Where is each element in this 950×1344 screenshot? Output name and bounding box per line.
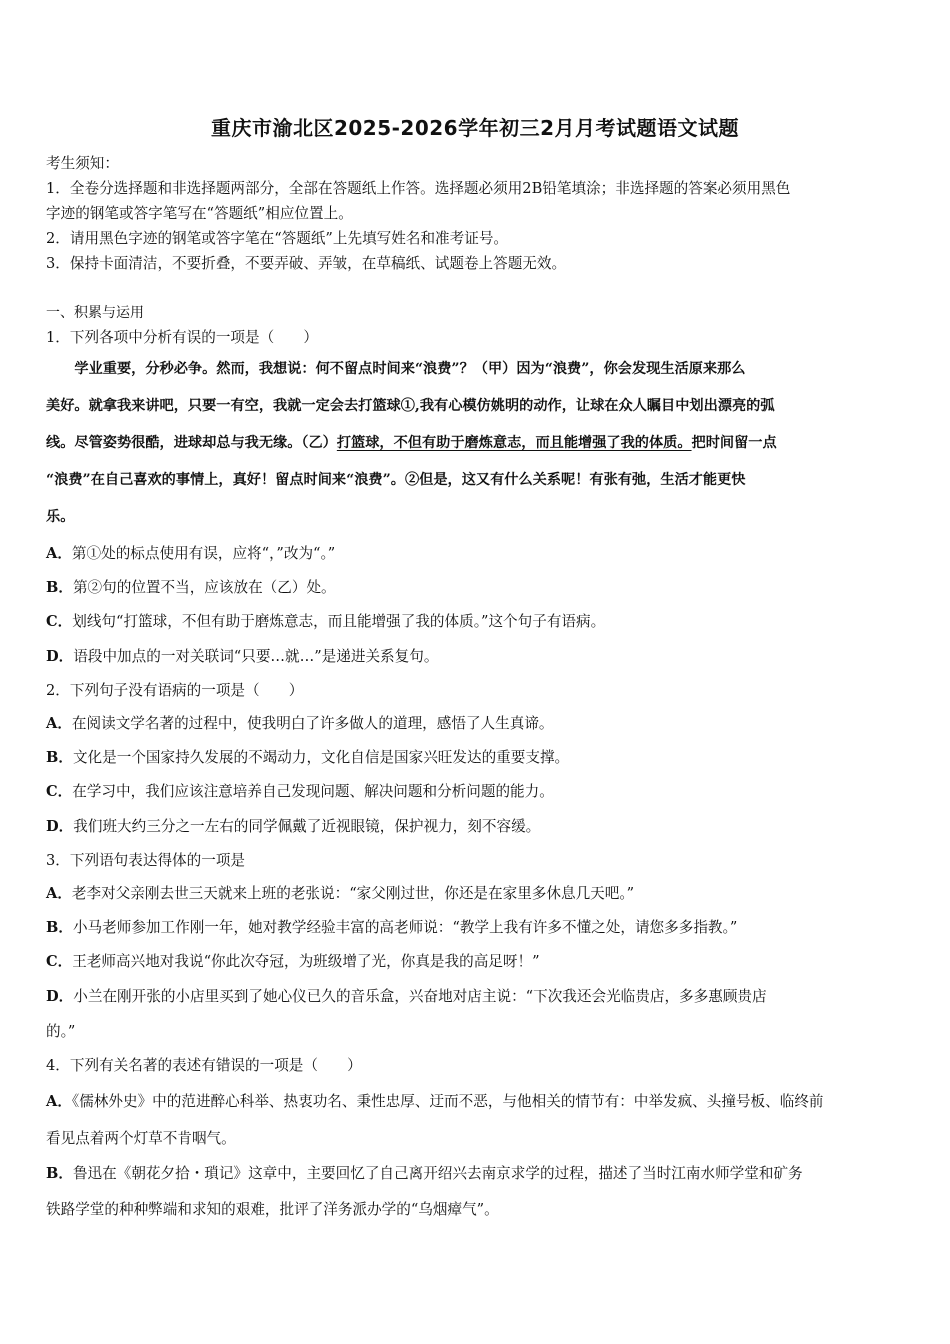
option-text: 划线句“打篮球，不但有助于磨炼意志，而且能增强了我的体质。”这个句子有语病。 — [72, 613, 606, 630]
q2-option-b — [46, 746, 569, 767]
q2-option-d — [46, 815, 540, 836]
option-text: 老李对父亲刚去世三天就来上班的老张说：“家父刚过世，你还是在家里多休息几天吧。” — [71, 885, 635, 902]
notice-item: 1．全卷分选择题和非选择题两部分，全部在答题纸上作答。选择题必须用2B铅笔填涂；非选择题的答案必须用黑色 — [46, 180, 791, 197]
section-heading: 一、积累与运用 — [46, 305, 144, 321]
option-key: A． — [46, 545, 72, 562]
option-text: 铁路学堂的种种弊端和求知的艰难，批评了洋务派办学的“乌烟瘴气”。 — [46, 1201, 499, 1218]
q3-option-b — [46, 916, 737, 937]
option-text: 鲁迅在《朝花夕拾・瑣记》这章中，主要回忆了自己离开绍兴去南京求学的过程，描述了当时江南水师学堂和矿务 — [72, 1165, 803, 1182]
exam-title: 重庆市渝北区2025-2026学年初三2月月考试题语文试题 — [210, 116, 740, 140]
option-key: B． — [46, 1165, 73, 1182]
option-text: 王老师高兴地对我说“你此次夺冠，为班级增了光，你真是我的高足呀！” — [72, 953, 540, 970]
option-text: 的。” — [46, 1023, 76, 1040]
q1-option-c — [46, 610, 605, 631]
q4-option-b-cont — [46, 1198, 499, 1219]
question-1-stem: 1．下列各项中分析有误的一项是（ ） — [46, 329, 318, 346]
passage-line: “浪费”在自己喜欢的事情上，真好！留点时间来“浪费”。②但是，这又有什么关系呢！有张有弛，生活才能更快 — [46, 472, 746, 488]
option-text: 小马老师参加工作刚一年，她对教学经验丰富的高老师说：“教学上我有许多不懂之处，请您多多指教。” — [72, 919, 738, 936]
option-text: 小兰在刚开张的小店里买到了她心仪已久的音乐盒，兴奋地对店主说：“下次我还会光临贵店，多多惠顾贵店 — [73, 988, 767, 1005]
passage-line: 乐。 — [46, 509, 75, 525]
question-2-stem: 2．下列句子没有语病的一项是（ ） — [46, 682, 304, 699]
notice-item: 3．保持卡面清洁，不要折叠，不要弄破、弄皱，在草稿纸、试题卷上答题无效。 — [46, 255, 567, 272]
q1-option-b — [46, 576, 336, 597]
option-key: C． — [46, 953, 73, 970]
option-key: C． — [46, 613, 73, 630]
question-4-stem: 4．下列有关名著的表述有错误的一项是（ ） — [46, 1057, 362, 1074]
option-key: D． — [46, 988, 74, 1005]
option-key: B． — [46, 919, 73, 936]
option-key: C． — [46, 783, 73, 800]
option-key: A． — [46, 885, 72, 902]
q4-option-a — [46, 1090, 824, 1111]
option-text: 看见点着两个灯草不肯咽气。 — [46, 1130, 236, 1147]
passage-line: 学业重要，分秒必争。然而，我想说：何不留点时间来“浪费”？（甲）因为“浪费”，你会发现生活原来那么 — [46, 361, 746, 377]
question-3-stem: 3．下列语句表达得体的一项是 — [46, 852, 246, 869]
option-key: B． — [46, 579, 73, 596]
q4-option-b — [46, 1162, 803, 1183]
q3-option-d — [46, 985, 767, 1006]
option-key: A． — [46, 1093, 72, 1110]
passage-line — [46, 432, 777, 452]
option-text: 文化是一个国家持久发展的不竭动力，文化自信是国家兴旺发达的重要支撑。 — [72, 749, 570, 766]
passage-text: 把时间留一点 — [691, 435, 777, 451]
q1-option-d — [46, 645, 438, 666]
q2-option-a — [46, 712, 554, 733]
q3-option-a — [46, 882, 634, 903]
q3-option-d-cont — [46, 1020, 75, 1041]
option-key: A． — [46, 715, 72, 732]
q2-option-c — [46, 780, 554, 801]
notice-item: 字迹的钢笔或答字笔写在“答题纸”相应位置上。 — [46, 205, 353, 222]
option-key: D． — [46, 648, 74, 665]
notice-heading: 考生须知： — [46, 155, 119, 172]
passage-text: 线。尽管姿势很酷，进球却总与我无缘。（乙） — [46, 435, 337, 451]
q3-option-c — [46, 950, 540, 971]
underlined-sentence: 打篮球，不但有助于磨炼意志，而且能增强了我的体质。 — [336, 435, 692, 451]
option-text: 在学习中，我们应该注意培养自己发现问题、解决问题和分析问题的能力。 — [72, 783, 554, 800]
q1-option-a — [46, 542, 335, 563]
option-text: 第②句的位置不当，应该放在（乙）处。 — [72, 579, 336, 596]
option-key: B． — [46, 749, 73, 766]
option-text: 《儒林外史》中的范进醉心科举、热衷功名、秉性忠厚、迂而不恶，与他相关的情节有：中举发疯、头撞号板、临终前 — [71, 1093, 824, 1110]
option-text: 在阅读文学名著的过程中，使我明白了许多做人的道理，感悟了人生真谛。 — [71, 715, 554, 732]
option-text: 语段中加点的一对关联词“只要…就…”是递进关系复句。 — [73, 648, 439, 665]
option-key: D． — [46, 818, 74, 835]
q4-option-a-cont — [46, 1127, 236, 1148]
passage-line: 美好。就拿我来讲吧，只要一有空，我就一定会去打篮球①,我有心模仿姚明的动作，让球在众人瞩目中划出漂亮的弧 — [46, 398, 775, 414]
notice-item: 2．请用黑色字迹的钢笔或答字笔在“答题纸”上先填写姓名和准考证号。 — [46, 230, 509, 247]
option-text: 第①处的标点使用有误，应将“，”改为“。” — [71, 545, 336, 562]
option-text: 我们班大约三分之一左右的同学佩戴了近视眼镜，保护视力，刻不容缓。 — [73, 818, 541, 835]
